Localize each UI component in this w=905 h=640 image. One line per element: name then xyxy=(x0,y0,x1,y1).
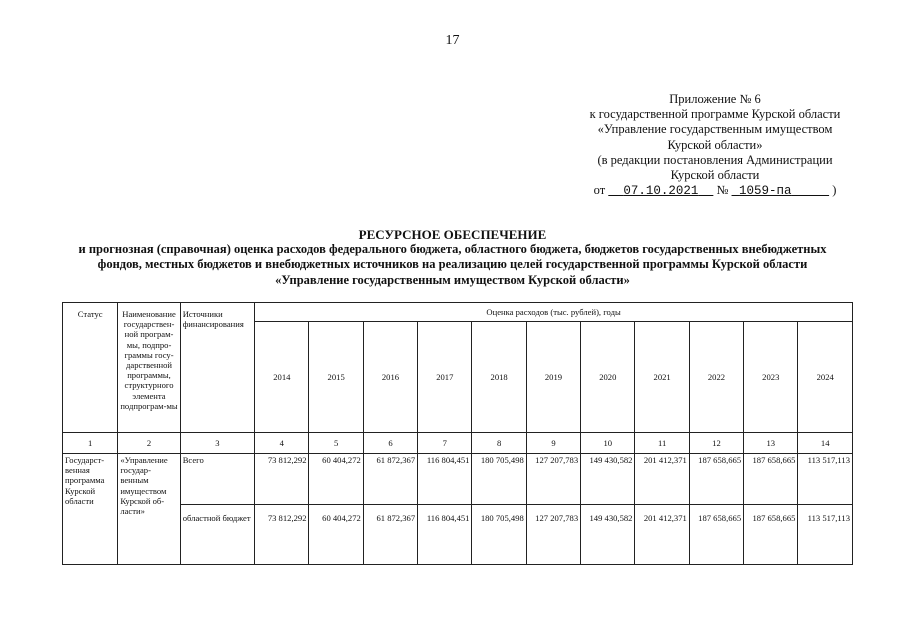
table-row xyxy=(63,505,853,565)
value-cell: 60 404,272 xyxy=(309,454,363,505)
title-line: «Управление государственным имуществом Курской области» xyxy=(275,272,630,287)
value-cell: 61 872,367 xyxy=(363,505,417,565)
value-cell: 127 207,783 xyxy=(526,454,580,505)
decree-number: 1059-па xyxy=(739,184,792,199)
value-cell: 61 872,367 xyxy=(363,454,417,505)
value-cell: 187 658,665 xyxy=(689,454,743,505)
title-line: фондов, местных бюджетов и внебюджетных источников на реализацию целей государственной программы Курской области xyxy=(97,257,808,272)
annex-line: Приложение № 6 xyxy=(669,92,761,106)
column-number: 9 xyxy=(526,433,580,454)
column-number: 11 xyxy=(635,433,689,454)
title-main: РЕСУРСНОЕ ОБЕСПЕЧЕНИЕ xyxy=(358,227,547,242)
annex-header xyxy=(560,92,870,199)
title-line: и прогнозная (справочная) оценка расходов федерального бюджета, областного бюджета, бюджетов государственных внебюджетных xyxy=(78,242,827,257)
table-row xyxy=(63,454,853,505)
value-cell: 113 517,113 xyxy=(798,505,853,565)
column-numbers-row xyxy=(63,433,853,454)
value-cell: 201 412,371 xyxy=(635,505,689,565)
close-paren: ) xyxy=(832,183,837,198)
year-header: 2018 xyxy=(472,322,526,433)
value-cell: 116 804,451 xyxy=(418,505,472,565)
value-cell: 201 412,371 xyxy=(635,454,689,505)
row-source: областной бюджет xyxy=(180,505,254,565)
annex-date-line xyxy=(560,183,870,199)
value-cell: 180 705,498 xyxy=(472,505,526,565)
year-header: 2016 xyxy=(363,322,417,433)
annex-line: «Управление государственным имуществом xyxy=(597,122,833,137)
annex-line: Курской области xyxy=(670,168,760,183)
column-number: 10 xyxy=(581,433,635,454)
value-cell: 149 430,582 xyxy=(581,454,635,505)
column-number: 2 xyxy=(118,433,180,454)
column-number: 6 xyxy=(363,433,417,454)
row-program-name: «Управление государ-венным имуществом Курской об-ласти» xyxy=(118,454,180,565)
year-header: 2017 xyxy=(418,322,472,433)
year-header: 2021 xyxy=(635,322,689,433)
column-number: 8 xyxy=(472,433,526,454)
annex-line: (в редакции постановления Администрации xyxy=(597,152,833,167)
column-number: 7 xyxy=(418,433,472,454)
value-cell: 73 812,292 xyxy=(255,454,309,505)
year-header: 2023 xyxy=(744,322,798,433)
annex-line: к государственной программе Курской области xyxy=(589,107,841,122)
value-cell: 113 517,113 xyxy=(798,454,853,505)
value-cell: 180 705,498 xyxy=(472,454,526,505)
column-number: 14 xyxy=(798,433,853,454)
row-status: Государст-венная программа Курской области xyxy=(63,454,118,565)
column-number: 12 xyxy=(689,433,743,454)
value-cell: 187 658,665 xyxy=(744,505,798,565)
column-number: 5 xyxy=(309,433,363,454)
annex-line: Курской области» xyxy=(667,137,763,152)
year-header: 2024 xyxy=(798,322,853,433)
document-title xyxy=(30,227,875,288)
page-number: 17 xyxy=(445,33,460,48)
header-status: Статус xyxy=(63,303,118,433)
value-cell: 187 658,665 xyxy=(744,454,798,505)
column-number: 4 xyxy=(255,433,309,454)
number-prefix: № xyxy=(716,183,729,198)
value-cell: 127 207,783 xyxy=(526,505,580,565)
year-header: 2015 xyxy=(309,322,363,433)
year-header: 2019 xyxy=(526,322,580,433)
year-header: 2020 xyxy=(581,322,635,433)
header-name: Наименование государствен-ной програм-мы, подпро-граммы госу-дарственной программы, структурного элемента подпрограм-мы xyxy=(118,303,180,433)
decree-date: 07.10.2021 xyxy=(623,184,699,199)
year-header: 2022 xyxy=(689,322,743,433)
column-number: 3 xyxy=(180,433,254,454)
value-cell: 187 658,665 xyxy=(689,505,743,565)
resource-table xyxy=(62,302,853,565)
column-number: 13 xyxy=(744,433,798,454)
value-cell: 73 812,292 xyxy=(255,505,309,565)
header-sources: Источники финансирования xyxy=(180,303,254,433)
year-header: 2014 xyxy=(255,322,309,433)
value-cell: 116 804,451 xyxy=(418,454,472,505)
row-source: Всего xyxy=(180,454,254,505)
column-number: 1 xyxy=(63,433,118,454)
value-cell: 149 430,582 xyxy=(581,505,635,565)
from-prefix: от xyxy=(593,183,606,198)
value-cell: 60 404,272 xyxy=(309,505,363,565)
header-estimate: Оценка расходов (тыс. рублей), годы xyxy=(255,303,853,322)
